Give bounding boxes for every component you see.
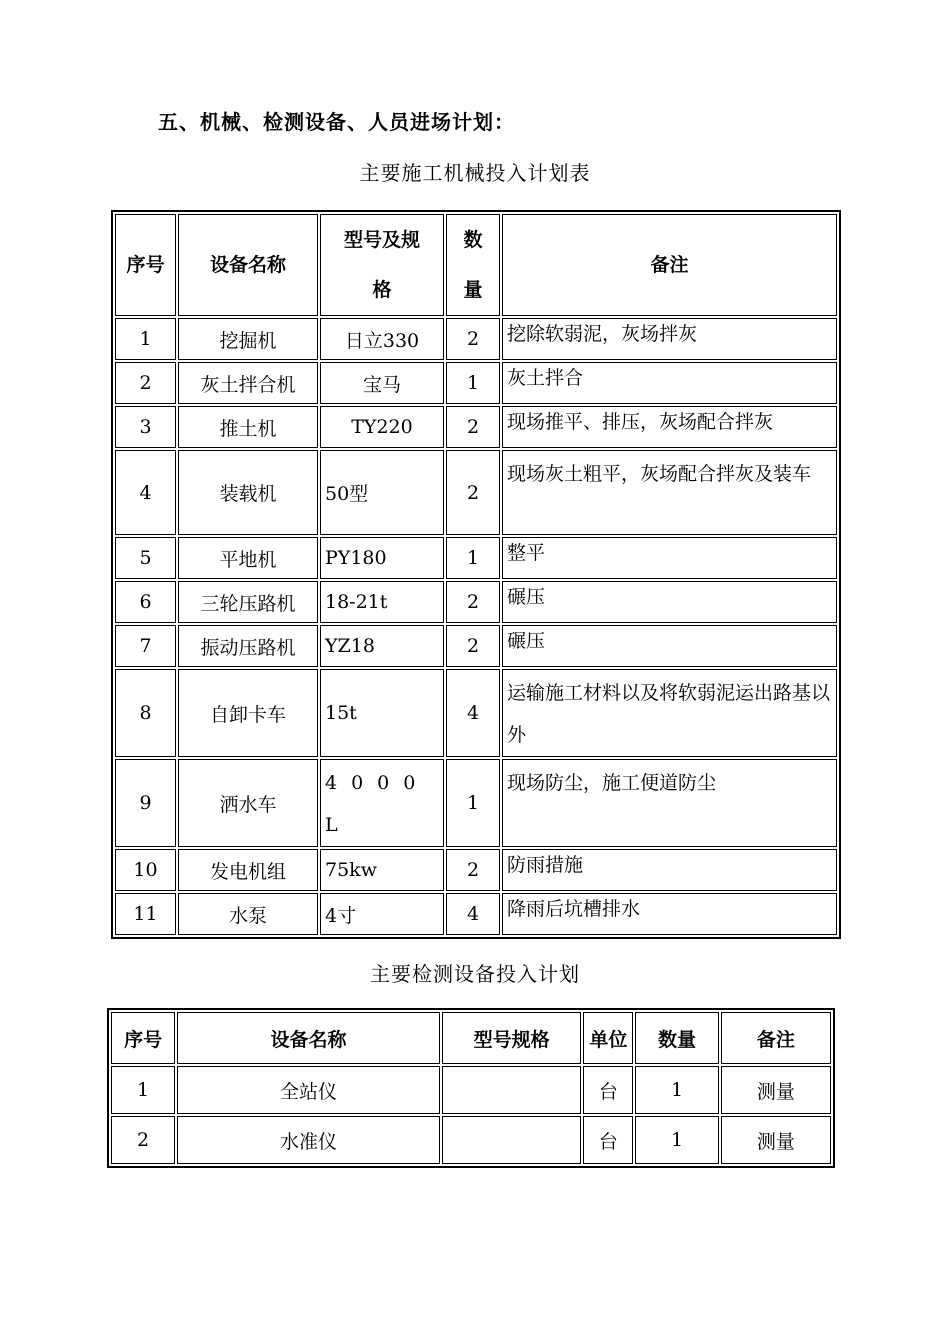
- cell-note: 现场灰土粗平，灰场配合拌灰及装车: [502, 450, 837, 535]
- cell-qty: 4: [446, 669, 500, 757]
- cell-seq: 8: [115, 669, 176, 757]
- cell-seq: 2: [111, 1116, 175, 1164]
- cell-name: 自卸卡车: [178, 669, 318, 757]
- cell-model: [442, 1116, 581, 1164]
- cell-model: 18-21t: [320, 581, 444, 623]
- machinery-plan-table: [111, 210, 841, 939]
- cell-seq: 10: [115, 849, 176, 891]
- header-note: 备注: [502, 214, 837, 316]
- cell-seq: 7: [115, 625, 176, 667]
- cell-model: PY180: [320, 537, 444, 579]
- cell-qty: 2: [446, 450, 500, 535]
- cell-model: TY220: [320, 406, 444, 448]
- cell-note: 整平: [502, 537, 837, 579]
- cell-seq: 1: [115, 318, 176, 360]
- cell-name: 振动压路机: [178, 625, 318, 667]
- cell-model: 50型: [320, 450, 444, 535]
- cell-qty: 2: [446, 849, 500, 891]
- header-name: 设备名称: [177, 1012, 440, 1064]
- cell-model: 4000L: [320, 759, 444, 847]
- cell-name: 洒水车: [178, 759, 318, 847]
- cell-seq: 3: [115, 406, 176, 448]
- header-seq: 序号: [111, 1012, 175, 1064]
- table-row: [115, 450, 837, 535]
- cell-unit: 台: [583, 1116, 633, 1164]
- cell-note: 测量: [721, 1066, 831, 1114]
- cell-qty: 1: [446, 362, 500, 404]
- table-row: [115, 849, 837, 891]
- table-row: [115, 537, 837, 579]
- cell-model: 15t: [320, 669, 444, 757]
- table-header-row: [115, 214, 837, 316]
- cell-name: 装载机: [178, 450, 318, 535]
- header-seq: 序号: [115, 214, 176, 316]
- cell-name: 三轮压路机: [178, 581, 318, 623]
- cell-seq: 1: [111, 1066, 175, 1114]
- cell-note: 测量: [721, 1116, 831, 1164]
- cell-note: 现场防尘，施工便道防尘: [502, 759, 837, 847]
- header-note: 备注: [721, 1012, 831, 1064]
- table-row: [115, 893, 837, 935]
- cell-seq: 11: [115, 893, 176, 935]
- table-row: [111, 1066, 831, 1114]
- cell-qty: 2: [446, 625, 500, 667]
- table-header-row: [111, 1012, 831, 1064]
- cell-model: [442, 1066, 581, 1114]
- cell-qty: 4: [446, 893, 500, 935]
- cell-seq: 2: [115, 362, 176, 404]
- cell-model: 宝马: [320, 362, 444, 404]
- cell-seq: 6: [115, 581, 176, 623]
- header-qty-line1: 数: [463, 229, 483, 251]
- cell-model: YZ18: [320, 625, 444, 667]
- header-model-line2: 格: [372, 279, 392, 301]
- cell-name: 水泵: [178, 893, 318, 935]
- cell-model: 4寸: [320, 893, 444, 935]
- section-title: 五、机械、检测设备、人员进场计划：: [158, 110, 515, 134]
- header-qty-line2: 量: [463, 279, 483, 301]
- cell-name: 水准仪: [177, 1116, 440, 1164]
- table-row: [115, 362, 837, 404]
- table-row: [115, 406, 837, 448]
- header-qty: [446, 214, 500, 316]
- cell-unit: 台: [583, 1066, 633, 1114]
- cell-name: 发电机组: [178, 849, 318, 891]
- cell-note: 运输施工材料以及将软弱泥运出路基以外: [502, 669, 837, 757]
- table-row: [115, 318, 837, 360]
- inspection-table-caption: 主要检测设备投入计划: [370, 962, 580, 986]
- table-row: [115, 759, 837, 847]
- cell-qty: 1: [446, 759, 500, 847]
- header-name: 设备名称: [178, 214, 318, 316]
- cell-model: 75kw: [320, 849, 444, 891]
- header-qty: 数量: [635, 1012, 718, 1064]
- cell-note: 碾压: [502, 581, 837, 623]
- cell-qty: 2: [446, 581, 500, 623]
- cell-seq: 5: [115, 537, 176, 579]
- cell-qty: 2: [446, 318, 500, 360]
- cell-name: 平地机: [178, 537, 318, 579]
- cell-note: 现场推平、排压，灰场配合拌灰: [502, 406, 837, 448]
- cell-qty: 2: [446, 406, 500, 448]
- cell-name: 挖掘机: [178, 318, 318, 360]
- cell-name: 推土机: [178, 406, 318, 448]
- cell-note: 降雨后坑槽排水: [502, 893, 837, 935]
- cell-name: 全站仪: [177, 1066, 440, 1114]
- machinery-table-caption: 主要施工机械投入计划表: [359, 161, 591, 185]
- table-row: [111, 1116, 831, 1164]
- cell-note: 碾压: [502, 625, 837, 667]
- cell-qty: 1: [635, 1116, 718, 1164]
- cell-note: 挖除软弱泥，灰场拌灰: [502, 318, 837, 360]
- cell-seq: 9: [115, 759, 176, 847]
- header-model: 型号规格: [442, 1012, 581, 1064]
- cell-name: 灰土拌合机: [178, 362, 318, 404]
- cell-note: 防雨措施: [502, 849, 837, 891]
- cell-qty: 1: [446, 537, 500, 579]
- cell-note: 灰土拌合: [502, 362, 837, 404]
- header-unit: 单位: [583, 1012, 633, 1064]
- table-row: [115, 669, 837, 757]
- header-model-line1: 型号及规: [343, 229, 420, 251]
- cell-qty: 1: [635, 1066, 718, 1114]
- inspection-plan-table: [107, 1008, 835, 1168]
- header-model: [320, 214, 444, 316]
- cell-seq: 4: [115, 450, 176, 535]
- table-row: [115, 581, 837, 623]
- table-row: [115, 625, 837, 667]
- cell-model: 日立330: [320, 318, 444, 360]
